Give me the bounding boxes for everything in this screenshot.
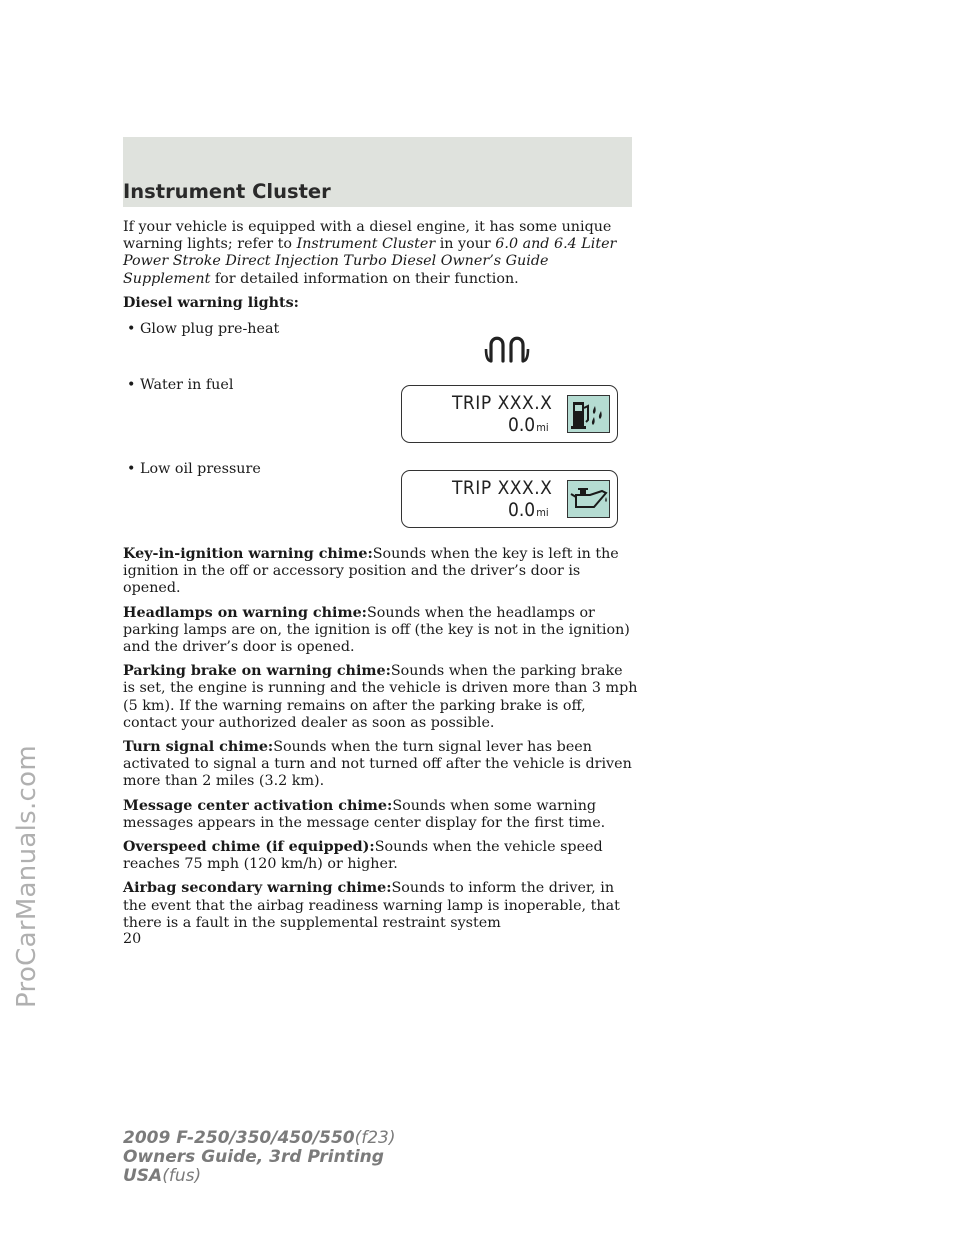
chime-text: Sounds when the turn signal lever has been activated to signal a turn and not turned off after the vehicle is driven more than 2 miles (3.2 km). (123, 739, 632, 790)
footer-model-code: (f23) (354, 1128, 396, 1148)
chime-paragraph (123, 798, 638, 832)
lcd-display-water-in-fuel (401, 385, 618, 443)
lcd-odometer-value: 0.0 (508, 499, 536, 521)
chime-paragraph (123, 663, 638, 732)
intro-text-1: If your vehicle is equipped with a diesel engine, it has some unique warning lights; refer to (123, 219, 612, 253)
intro-paragraph (123, 219, 638, 319)
chime-text: Sounds when the vehicle speed reaches 75 mph (120 km/h) or higher. (123, 839, 603, 873)
bullet-low-oil-pressure (127, 461, 261, 477)
chime-title: Parking brake on warning chime: (123, 663, 391, 680)
chime-text: Sounds when the parking brake is set, the engine is running and the vehicle is driven more than 3 mph (5 km). If the warning remains on after the parking brake is off, contact your authorized dealer as soon as possible. (123, 663, 638, 731)
lcd-display-low-oil-pressure (401, 470, 618, 528)
bullet-water-in-fuel (127, 377, 233, 393)
oil-can-icon (567, 480, 610, 518)
chime-text: Sounds when some warning messages appears in the message center display for the first time. (123, 797, 606, 831)
bullet-glow-plug (127, 321, 279, 337)
lcd-unit: mi (536, 506, 549, 519)
chime-paragraph (123, 739, 638, 791)
chime-paragraph (123, 546, 638, 598)
chime-title: Overspeed chime (if equipped): (123, 839, 375, 856)
intro-ref-1: Instrument Cluster (296, 236, 436, 253)
footer-doc-info (123, 1129, 396, 1186)
lcd-trip-label: TRIP XXX.X (452, 477, 553, 499)
page-number: 20 (123, 931, 142, 947)
bullet-dot: • (127, 321, 136, 337)
intro-text-2: in your (435, 236, 496, 253)
chime-text: Sounds when the headlamps or parking lamps are on, the ignition is off (the key is not in the ignition) and the driver’s door is opened. (123, 604, 630, 656)
intro-text-3: for detailed information on their function. (210, 270, 519, 287)
lcd-odometer-value: 0.0 (508, 414, 536, 436)
footer-printing: Owners Guide, 3rd Printing (123, 1147, 384, 1167)
chime-title: Turn signal chime: (123, 739, 274, 756)
chime-paragraph (123, 880, 638, 932)
chime-title: Headlamps on warning chime: (123, 604, 367, 621)
chime-text: Sounds when the key is left in the ignition in the off or accessory position and the driver’s door is opened. (123, 546, 619, 597)
chime-paragraph (123, 605, 638, 657)
bullet-dot: • (127, 377, 136, 393)
lcd-odometer (508, 414, 549, 436)
chime-text: Sounds to inform the driver, in the event that the airbag readiness warning lamp is inoperable, that there is a fault in the supplemental restraint system (123, 880, 620, 931)
watermark: ProCarManuals.com (12, 745, 42, 1008)
footer-model: 2009 F-250/350/450/550 (123, 1128, 355, 1148)
bullet-label: Low oil pressure (140, 461, 261, 477)
bullet-label: Glow plug pre-heat (140, 321, 280, 337)
water-in-fuel-icon (567, 395, 610, 433)
chime-title: Airbag secondary warning chime: (123, 880, 392, 897)
glow-plug-icon (483, 333, 539, 365)
diesel-warning-heading: Diesel warning lights: (123, 294, 299, 311)
footer-market-code: (fus) (162, 1166, 202, 1186)
section-title: Instrument Cluster (123, 180, 331, 203)
chime-title: Key-in-ignition warning chime: (123, 546, 373, 562)
chime-list (123, 546, 638, 939)
lcd-trip-label: TRIP XXX.X (452, 392, 553, 414)
footer-market: USA (123, 1166, 163, 1186)
lcd-odometer (508, 499, 549, 521)
chime-title: Message center activation chime: (123, 797, 393, 814)
intro-ref-2: 6.0 and 6.4 Liter Power Stroke Direct Injection Turbo Diesel Owner’s Guide Supplement (123, 236, 617, 287)
chime-paragraph (123, 839, 638, 873)
bullet-label: Water in fuel (140, 377, 234, 393)
bullet-dot: • (127, 461, 136, 477)
lcd-unit: mi (536, 421, 549, 434)
